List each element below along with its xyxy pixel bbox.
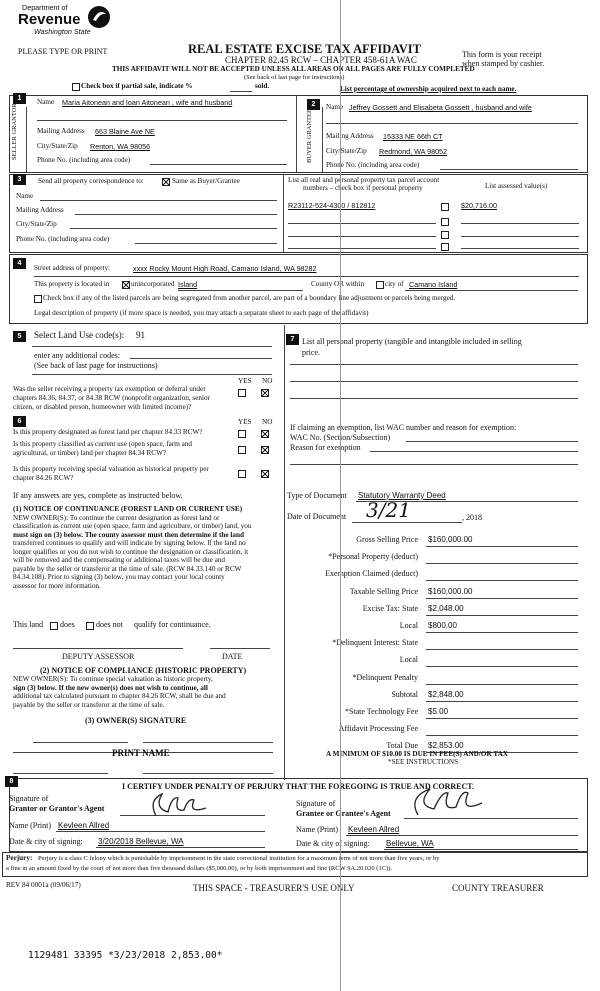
qualify-label: qualify for continuance.: [134, 620, 211, 629]
send-correspondence-label: Send all property correspondence to:: [38, 177, 144, 185]
section-6-number: 6: [13, 416, 26, 427]
if-yes-instruction: If any answers are yes, complete as instructed below.: [13, 491, 183, 500]
buyer-name-value[interactable]: Jeffrey Gossett and Elisabeta Gossett , husband and wife: [349, 103, 532, 112]
seller-city-value[interactable]: Renton, WA 98056: [90, 142, 151, 151]
does-not-label: does not: [96, 620, 123, 629]
parcel-2-checkbox[interactable]: [441, 218, 449, 226]
grantor-signature[interactable]: [148, 790, 208, 820]
section-7-number: 7: [286, 334, 299, 345]
fee-line: [426, 615, 578, 616]
located-in-text: This property is located in: [34, 280, 110, 288]
fee-line: [426, 718, 578, 719]
city-value[interactable]: Camano Island: [409, 280, 458, 289]
fee-label: *Delinquent Penalty: [352, 672, 418, 682]
exemption-question-3: citizen, or disabled person, homeowner with limited income)?: [13, 403, 192, 411]
grantor-date-label: Date & city of signing:: [9, 837, 83, 846]
compliance-line-2: sign (3) below. If the new owner(s) does not wish to continue, all: [13, 684, 208, 692]
current-use-question-1: Is this property classified as current use (open space, farm and: [13, 440, 193, 448]
partial-sale-checkbox[interactable]: [72, 83, 80, 91]
continuance-title: (1) NOTICE OF CONTINUANCE (FOREST LAND OR CURRENT USE): [13, 505, 243, 513]
corr-address-label: Mailing Address: [16, 206, 64, 214]
document-type-value[interactable]: Statutory Warranty Deed: [358, 491, 446, 500]
see-back-instructions: (See back of last page for instructions): [244, 74, 345, 81]
county-value[interactable]: Island: [178, 280, 198, 289]
print-name-label: PRINT NAME: [112, 748, 170, 758]
grantor-name-value[interactable]: Kevleen Allred: [58, 821, 110, 830]
continuance-line-1: NEW OWNER(S): To continue the current designation as forest land or: [13, 514, 220, 522]
fee-label: Exemption Claimed (deduct): [325, 569, 418, 579]
seller-city-label: City/State/Zip: [37, 142, 78, 150]
scan-fold-line: [340, 0, 341, 991]
fee-value[interactable]: $2,853.00: [428, 741, 464, 751]
does-checkbox[interactable]: [50, 622, 58, 630]
grantor-date-value[interactable]: 3/20/2018 Bellevue, WA: [98, 837, 184, 846]
this-land-label: This land: [13, 620, 43, 629]
seller-address-label: Mailing Address: [37, 127, 85, 135]
county-or-within-text: County OR within: [311, 280, 365, 288]
current-use-no-checkbox[interactable]: [261, 446, 269, 454]
section-5-number: 5: [13, 331, 26, 342]
segregation-checkbox[interactable]: [34, 295, 42, 303]
fee-value[interactable]: $800.00: [428, 621, 457, 630]
land-use-label: Select Land Use code(s):: [34, 330, 125, 340]
personal-property-label-2: price.: [302, 348, 320, 357]
grantee-signature-label-2: Grantee or Grantee's Agent: [296, 809, 391, 818]
certify-statement: I CERTIFY UNDER PENALTY OF PERJURY THAT THE FOREGOING IS TRUE AND CORRECT.: [122, 782, 475, 791]
compliance-line-1: NEW OWNER(S): To continue special valuation as historic property,: [13, 675, 213, 683]
fee-value[interactable]: $160,000.00: [428, 586, 473, 596]
county-treasurer-label: COUNTY TREASURER: [452, 883, 544, 893]
city-checkbox[interactable]: [376, 281, 384, 289]
wac-number-label: WAC No. (Section/Subsection): [290, 433, 391, 442]
form-chapter: CHAPTER 82.45 RCW – CHAPTER 458-61A WAC: [225, 55, 417, 65]
grantee-name-value[interactable]: Kevleen Allred: [348, 825, 400, 834]
continuance-line-8: 84.34.108). Prior to signing (3) below, you may contact your local county: [13, 573, 225, 581]
fee-label: Total Due: [386, 741, 418, 751]
seller-name-value[interactable]: Maria Aitonean and Ioan Aitonean , wife and husband: [62, 98, 233, 107]
section-8-number: 8: [5, 776, 18, 787]
current-use-yes-checkbox[interactable]: [238, 446, 246, 454]
yes-header-2: YES: [238, 418, 252, 426]
compliance-line-3: additional tax calculated pursuant to chapter 84.26 RCW, shall be due and: [13, 692, 226, 700]
deputy-assessor-label: DEPUTY ASSESSOR: [62, 652, 135, 661]
exemption-question-1: Was the seller receiving a property tax exemption or deferral under: [13, 385, 206, 393]
deputy-date-label: DATE: [222, 652, 243, 661]
buyer-address-value[interactable]: 15333 NE 66th CT: [383, 132, 443, 141]
section-4-number: 4: [13, 258, 26, 269]
forest-yes-checkbox[interactable]: [238, 430, 246, 438]
ownership-percentage-note: List percentage of ownership acquired next to each name.: [340, 85, 517, 93]
form-warning: THIS AFFIDAVIT WILL NOT BE ACCEPTED UNLESS ALL AREAS ON ALL PAGES ARE FULLY COMPLETED: [112, 65, 475, 73]
fee-label: Excise Tax: State: [362, 603, 418, 613]
fee-line: [426, 598, 578, 599]
historic-yes-checkbox[interactable]: [238, 470, 246, 478]
seller-address-value[interactable]: 663 Blaine Ave NE: [95, 127, 155, 136]
exemption-question-2: chapters 84.36, 84.37, or 84.38 RCW (nonprofit organization, senior: [13, 394, 210, 402]
corr-phone-label: Phone No. (including area code): [16, 235, 110, 243]
agency-line1: Department of: [22, 3, 68, 12]
fee-label: Affidavit Processing Fee: [338, 724, 418, 734]
fee-label: *State Technology Fee: [344, 707, 418, 716]
perjury-line-1: Perjury is a class C felony which is punishable by imprisonment in the state correctional institution for a maximum term of not more than five years, or by: [38, 855, 440, 862]
fee-value[interactable]: $2,048.00: [428, 603, 464, 613]
please-type: PLEASE TYPE OR PRINT: [18, 47, 108, 56]
grantor-signature-label-2: Grantor or Grantor's Agent: [9, 804, 105, 813]
historic-question-2: chapter 84.26 RCW?: [13, 474, 74, 482]
corr-city-label: City/State/Zip: [16, 220, 57, 228]
form-title: REAL ESTATE EXCISE TAX AFFIDAVIT: [188, 42, 421, 56]
fee-line: [426, 546, 578, 547]
exemption-yes-checkbox[interactable]: [238, 389, 246, 397]
form-revision: REV 84 0001a (09/06/17): [6, 881, 81, 889]
personal-property-label-1: List all personal property (tangible and intangible included in selling: [302, 337, 522, 346]
receipt-note-1: This form is your receipt: [462, 50, 542, 59]
grantee-date-label: Date & city of signing:: [296, 839, 370, 848]
no-header-2: NO: [262, 418, 273, 426]
continuance-line-9: assessor for more information.: [13, 582, 101, 590]
fee-label: *Delinquent Interest: State: [332, 638, 418, 648]
grantor-signature-label-1: Signature of: [9, 794, 49, 803]
document-date-value[interactable]: 3/21: [366, 498, 411, 522]
exemption-reason-label: Reason for exemption: [290, 443, 361, 452]
historic-no-checkbox[interactable]: [261, 470, 269, 478]
perjury-label: Perjury:: [6, 854, 33, 862]
legal-description-label: Legal description of property (if more space is needed, you may attach a separate sheet to each page of the affidavit): [34, 309, 369, 317]
section-1-number: 1: [13, 93, 26, 104]
fee-line: [426, 632, 578, 633]
fee-line: [426, 735, 578, 736]
does-not-checkbox[interactable]: [86, 622, 94, 630]
additional-codes-label: enter any additional codes:: [34, 351, 120, 360]
fee-label: Subtotal: [391, 689, 418, 699]
partial-sale-sold: sold.: [255, 82, 270, 90]
same-as-buyer-label: Same as Buyer/Grantee: [172, 177, 240, 185]
receipt-note-2: when stamped by cashier.: [462, 59, 545, 68]
perjury-line-2: a fine in an amount fixed by the court of not more than five thousand dollars ($5,000.00), or by both imprisonment and fine (RCW 9A.20.020 (1C)).: [6, 865, 393, 872]
corr-name-label: Name: [16, 192, 34, 200]
street-address-label: Street address of property:: [34, 264, 111, 272]
historic-question-1: Is this property receiving special valuation as historical property per: [13, 465, 209, 473]
street-address-value[interactable]: xxxx Rocky Mount High Road, Camano Island, WA 98282: [133, 264, 317, 273]
minimum-fee-note: A MINIMUM OF $10.00 IS DUE IN FEE(S) AND/OR TAX: [326, 750, 508, 758]
receipt-stamp: 1129481 33395 *3/23/2018 2,853.00*: [28, 950, 223, 961]
forest-land-question: Is this property designated as forest land per chapter 84.33 RCW?: [13, 428, 203, 436]
fee-label: *Personal Property (deduct): [328, 552, 418, 562]
parcels-label-1: List all real and personal property tax parcel account: [288, 176, 440, 184]
fee-line: [426, 684, 578, 685]
parcel-number-value[interactable]: R23112-524-4300 / 812812: [288, 201, 376, 210]
fee-line: [426, 649, 578, 650]
grantee-name-label: Name (Print): [296, 825, 338, 834]
exemption-no-checkbox[interactable]: [261, 389, 269, 397]
document-type-label: Type of Document: [287, 491, 347, 500]
yes-header-1: YES: [238, 377, 252, 385]
partial-sale-label: Check box if partial sale, indicate %: [81, 82, 193, 90]
fee-value[interactable]: $5.00: [428, 707, 449, 716]
forest-no-checkbox[interactable]: [261, 430, 269, 438]
fee-label: Taxable Selling Price: [349, 586, 418, 596]
compliance-title: (2) NOTICE OF COMPLIANCE (HISTORIC PROPERTY): [40, 666, 247, 675]
grantee-signature-label-1: Signature of: [296, 799, 336, 808]
buyer-address-label: Mailing Address: [326, 132, 374, 140]
continuance-line-2: classification as current use (open space, farm and agriculture, or timber) land, you: [13, 522, 252, 530]
segregation-text: Check box if any of the listed parcels are being segregated from another parcel, are part of a boundary line adjustment or parcels being merged.: [43, 294, 456, 302]
grantee-signature[interactable]: [408, 783, 484, 819]
fee-line: [426, 563, 578, 564]
continuance-line-5: longer qualifies or you do not wish to continue the designation or classification, it: [13, 548, 249, 556]
fee-line: [426, 666, 578, 667]
revenue-logo-icon: [86, 4, 112, 30]
parcel-4-checkbox[interactable]: [441, 243, 449, 251]
city-of-label: city of: [385, 280, 404, 288]
claiming-exemption-label: If claiming an exemption, list WAC number and reason for exemption:: [290, 423, 517, 432]
parcel-1-checkbox[interactable]: [441, 203, 449, 211]
seller-phone-label: Phone No. (including area code): [37, 156, 131, 164]
does-label: does: [60, 620, 75, 629]
fee-value[interactable]: $160,000.00: [428, 535, 473, 544]
agency-line2: Revenue: [18, 11, 81, 28]
continuance-line-6: will be removed and the compensating or additional taxes will be due and: [13, 556, 225, 564]
section-2-number: 2: [307, 99, 320, 110]
fee-value[interactable]: $2,848.00: [428, 689, 464, 699]
assessed-value[interactable]: $20,716.00: [461, 201, 497, 210]
same-as-buyer-checkbox[interactable]: [162, 178, 170, 186]
fee-label: Local: [399, 655, 418, 665]
assessed-values-label: List assessed value(s): [485, 182, 548, 190]
buyer-city-label: City/State/Zip: [326, 147, 367, 155]
document-year: , 2018: [462, 513, 482, 522]
section-3-number: 3: [13, 174, 26, 185]
fee-line: [426, 580, 578, 581]
fee-label: Local: [399, 621, 418, 630]
current-use-question-2: agricultural, or timber) land per chapter 84.34 RCW?: [13, 449, 167, 457]
grantor-name-label: Name (Print): [9, 821, 51, 830]
agency-line3: Washington State: [34, 27, 91, 36]
parcel-3-checkbox[interactable]: [441, 231, 449, 239]
document-date-label: Date of Document: [287, 512, 347, 521]
owner-signature-title: (3) OWNER(S) SIGNATURE: [85, 716, 187, 725]
fee-line: [426, 701, 578, 702]
compliance-line-4: payable by the seller or transferor at the time of sale.: [13, 701, 165, 709]
seller-name-label: Name: [37, 98, 55, 106]
fee-label: Gross Selling Price: [356, 535, 418, 544]
unincorporated-checkbox[interactable]: [122, 281, 130, 289]
land-use-value[interactable]: 91: [136, 330, 145, 340]
continuance-line-7: payable by the seller or transferor at the time of sale. (RCW 84.33.140 or RCW: [13, 565, 242, 573]
parcels-label-2: numbers – check box if personal property: [303, 184, 423, 192]
buyer-name-label: Name: [326, 103, 344, 111]
land-use-see-back: (See back of last page for instructions): [34, 361, 158, 370]
grantee-date-value[interactable]: Bellevue, WA: [386, 839, 434, 848]
treasurer-use-only: THIS SPACE - TREASURER'S USE ONLY: [193, 883, 355, 893]
continuance-line-3: must sign on (3) below. The county assessor must then determine if the land: [13, 531, 244, 539]
no-header-1: NO: [262, 377, 273, 385]
unincorporated-label: unincorporated: [131, 280, 175, 288]
buyer-phone-label: Phone No. (including area code): [326, 161, 420, 169]
seller-side-label: SELLER GRANTOR: [11, 103, 18, 160]
buyer-city-value[interactable]: Redmond, WA 98052: [379, 147, 448, 156]
buyer-side-label: BUYER GRANTEE: [306, 109, 313, 163]
continuance-line-4: transferred continues to qualify and will indicate by signing below. If the land no: [13, 539, 246, 547]
see-instructions-note: *SEE INSTRUCTIONS: [388, 758, 459, 766]
